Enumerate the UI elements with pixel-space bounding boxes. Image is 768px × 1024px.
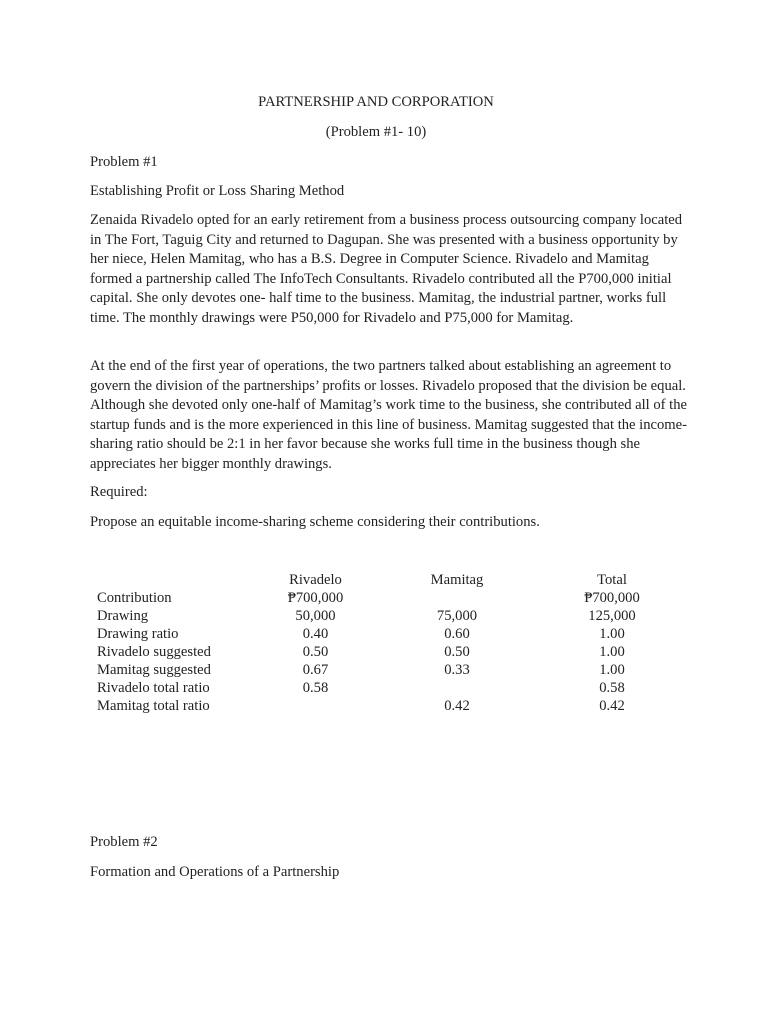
- table-header-cell: Mamitag: [430, 572, 484, 588]
- table-cell: 0.60: [444, 626, 470, 642]
- table-cell: 0.58: [302, 680, 329, 696]
- table-cell: 0.58: [599, 680, 625, 696]
- table-cell: 0.42: [444, 698, 470, 714]
- table-cell: [394, 589, 520, 607]
- table-row-label: Mamitag total ratio: [97, 698, 210, 714]
- table-cell: 125,000: [588, 608, 636, 624]
- table-cell: 1.00: [599, 644, 625, 660]
- table-row-label: Contribution: [97, 590, 172, 606]
- table-row: [90, 679, 704, 697]
- table-row-label: Mamitag suggested: [97, 662, 211, 678]
- table-cell: 0.33: [444, 662, 470, 678]
- document-title: PARTNERSHIP AND CORPORATION: [258, 94, 494, 110]
- table-cell: 0.67: [302, 662, 329, 678]
- required-label: Required:: [90, 484, 148, 500]
- table-row: [90, 589, 704, 607]
- table-cell: ₱700,000: [287, 590, 344, 606]
- problem1-paragraph-1: Zenaida Rivadelo opted for an early retirement from a business process outsourcing company located in The Fort, Taguig City and returned to Dagupan. She was presented with a business opportunity by her niece, Helen Mamitag, who has a B.S. Degree in Computer Science. Rivadelo and Mamitag formed a partnership called The InfoTech Consultants. Rivadelo contributed all the P700,000 initial capital. She only devotes one- half time to the business. Mamitag, the industrial partner, works full time. The monthly drawings were P50,000 for Rivadelo and P75,000 for Mamitag.: [90, 212, 683, 326]
- table-cell: [237, 697, 394, 715]
- problem1-subheading: Establishing Profit or Loss Sharing Method: [90, 183, 345, 199]
- problem1-heading: Problem #1: [90, 154, 158, 170]
- table-header-row: [90, 571, 704, 589]
- table-cell: 0.42: [599, 698, 625, 714]
- problem2-heading: Problem #2: [90, 834, 158, 850]
- table-cell: 1.00: [599, 626, 625, 642]
- table-row: [90, 625, 704, 643]
- table-row-label: Rivadelo total ratio: [97, 680, 210, 696]
- contribution-table: [90, 571, 704, 715]
- table-cell: 0.50: [444, 644, 470, 660]
- table-cell: [394, 679, 520, 697]
- required-text: Propose an equitable income-sharing scheme considering their contributions.: [90, 514, 540, 530]
- table-row-label: Rivadelo suggested: [97, 644, 211, 660]
- table-cell: 0.40: [302, 626, 329, 642]
- table-header-cell: Total: [597, 572, 627, 588]
- table-row: [90, 607, 704, 625]
- table-cell: 1.00: [599, 662, 625, 678]
- table-cell: ₱700,000: [584, 590, 640, 606]
- table-row: [90, 697, 704, 715]
- table-header-cell: Rivadelo: [289, 572, 342, 588]
- problem1-paragraph-2: At the end of the first year of operations, the two partners talked about establishing an agreement to govern the division of the partnerships’ profits or losses. Rivadelo proposed that the division be equal. Although she devoted only one-half of Mamitag’s work time to the business, she contributed all of the startup funds and is the more experienced in this line of business. Mamitag suggested that the income-sharing ratio should be 2:1 in her favor because she works full time in the business though she appreciates her bigger monthly drawings.: [90, 358, 688, 472]
- table-row-label: Drawing: [97, 608, 149, 624]
- table-row-label: Drawing ratio: [97, 626, 179, 642]
- document-subtitle: (Problem #1- 10): [325, 124, 427, 140]
- table-cell: 75,000: [436, 608, 478, 624]
- table-row: [90, 661, 704, 679]
- table-cell: 0.50: [302, 644, 329, 660]
- problem2-subheading: Formation and Operations of a Partnership: [90, 864, 340, 880]
- table-header-cell: [90, 571, 237, 589]
- table-row: [90, 643, 704, 661]
- table-cell: 50,000: [295, 608, 336, 624]
